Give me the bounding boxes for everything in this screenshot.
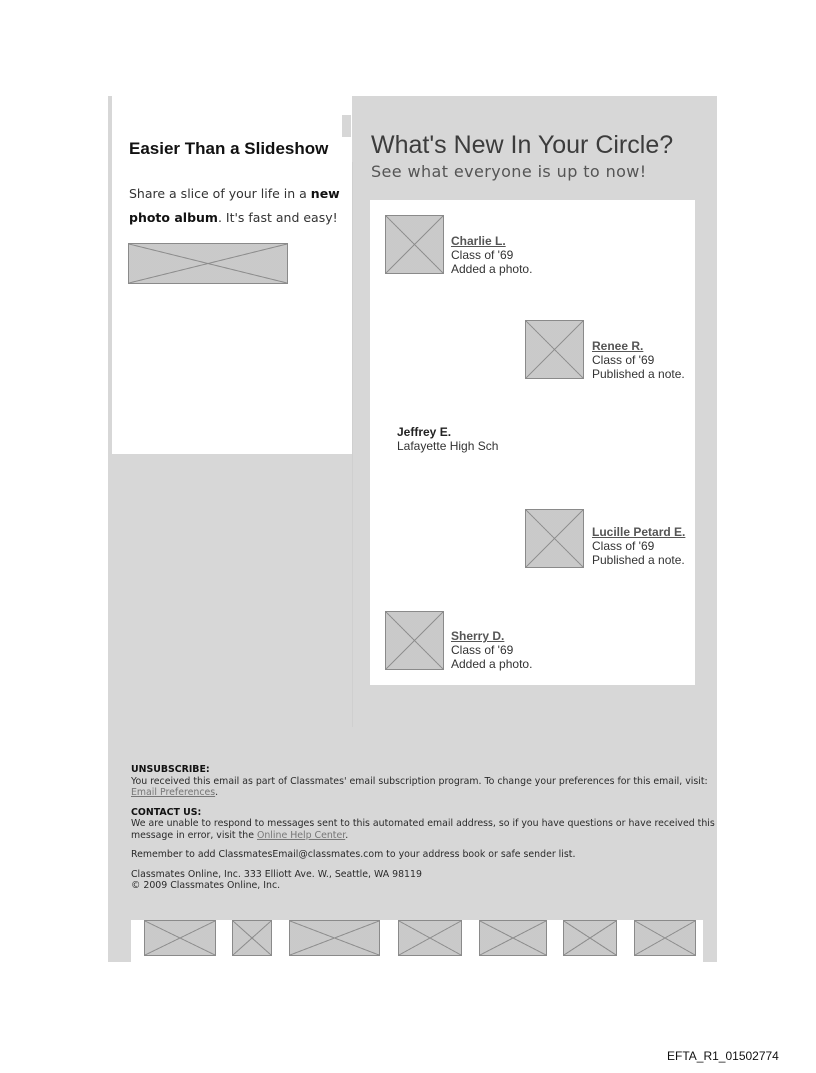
online-help-center-link[interactable]: Online Help Center (256, 829, 346, 841)
document-reference-code: EFTA_R1_01502774 (667, 1049, 779, 1063)
feed-member-link[interactable]: Sherry D. (451, 629, 505, 643)
feed-member-school: Class of '69 (451, 643, 514, 657)
feed-photo-thumbnail[interactable] (385, 611, 444, 670)
image-placeholder-icon (399, 921, 461, 955)
feed-member-link[interactable]: Charlie L. (451, 234, 506, 248)
footer-nav-image[interactable] (398, 920, 462, 956)
slideshow-description (129, 182, 349, 230)
footer-nav-image[interactable] (563, 920, 617, 956)
company-address: Classmates Online, Inc. 333 Elliott Ave. W., Seattle, WA 98119 (131, 868, 422, 880)
image-placeholder-icon (564, 921, 616, 955)
image-placeholder-icon (480, 921, 546, 955)
footer-nav-image[interactable] (144, 920, 216, 956)
unsubscribe-text: You received this email as part of Classmates' email subscription program. To change your preferences for this email, visit: (131, 775, 708, 787)
feed-item (451, 234, 532, 276)
image-placeholder-icon (526, 510, 583, 567)
contact-heading: CONTACT US: (131, 806, 202, 818)
feed-member-school: Lafayette High Sch (397, 439, 499, 453)
copyright-text: © 2009 Classmates Online, Inc. (131, 880, 281, 891)
slideshow-desc-suffix: . It's fast and easy! (217, 210, 338, 225)
feed-item (592, 525, 685, 567)
feed-member-school: Class of '69 (592, 353, 655, 367)
unsubscribe-section: UNSUBSCRIBE: You received this email as part of Classmates' email subscription program. To change your preferences for this email, visit: Email Preferences. (131, 764, 716, 799)
feed-member-school: Class of '69 (592, 539, 655, 553)
image-placeholder-icon (386, 216, 443, 273)
feed-item (451, 629, 532, 671)
create-album-button-image[interactable] (128, 243, 288, 284)
spacer-strip (342, 115, 351, 137)
slideshow-desc-prefix: Share a slice of your life in a (129, 186, 311, 201)
image-placeholder-icon (290, 921, 379, 955)
feed-item (397, 425, 498, 453)
footer-nav-image[interactable] (634, 920, 696, 956)
image-placeholder-icon (233, 921, 271, 955)
email-preferences-link[interactable]: Email Preferences (131, 787, 216, 798)
slideshow-title: Easier Than a Slideshow (129, 139, 329, 158)
image-placeholder-icon (386, 612, 443, 669)
feed-member-action: Published a note. (592, 367, 685, 381)
feed-member-name: Jeffrey E. (397, 425, 452, 439)
image-placeholder-icon (635, 921, 695, 955)
email-footer (131, 764, 716, 900)
contact-text: We are unable to respond to messages sent to this automated email address, so if you have questions or have received this message in error, visit the (131, 818, 715, 841)
circle-title: What's New In Your Circle? (371, 131, 674, 159)
feed-item (592, 339, 685, 381)
contact-section: CONTACT US: We are unable to respond to messages sent to this automated email address, so if you have questions or have received this message in error, visit the Online Help Center. (131, 806, 715, 841)
feed-member-action: Added a photo. (451, 262, 533, 276)
address-book-note: Remember to add ClassmatesEmail@classmates.com to your address book or safe sender list. (131, 849, 576, 860)
feed-member-action: Added a photo. (451, 657, 533, 671)
image-placeholder-icon (526, 321, 583, 378)
feed-member-action: Published a note. (592, 553, 685, 567)
footer-nav-image[interactable] (232, 920, 272, 956)
image-placeholder-icon (145, 921, 215, 955)
feed-member-school: Class of '69 (451, 248, 514, 262)
circle-subtitle: See what everyone is up to now! (371, 162, 647, 181)
footer-nav-image[interactable] (479, 920, 547, 956)
feed-photo-thumbnail[interactable] (525, 509, 584, 568)
feed-photo-thumbnail[interactable] (525, 320, 584, 379)
company-info (131, 869, 716, 892)
footer-nav-image[interactable] (289, 920, 380, 956)
feed-member-link[interactable]: Lucille Petard E. (592, 525, 686, 539)
feed-photo-thumbnail[interactable] (385, 215, 444, 274)
unsubscribe-heading: UNSUBSCRIBE: (131, 764, 210, 775)
slideshow-desc-bold: new photo album (129, 186, 340, 225)
feed-member-link[interactable]: Renee R. (592, 339, 644, 353)
column-divider (352, 162, 353, 727)
image-placeholder-icon (129, 244, 287, 283)
